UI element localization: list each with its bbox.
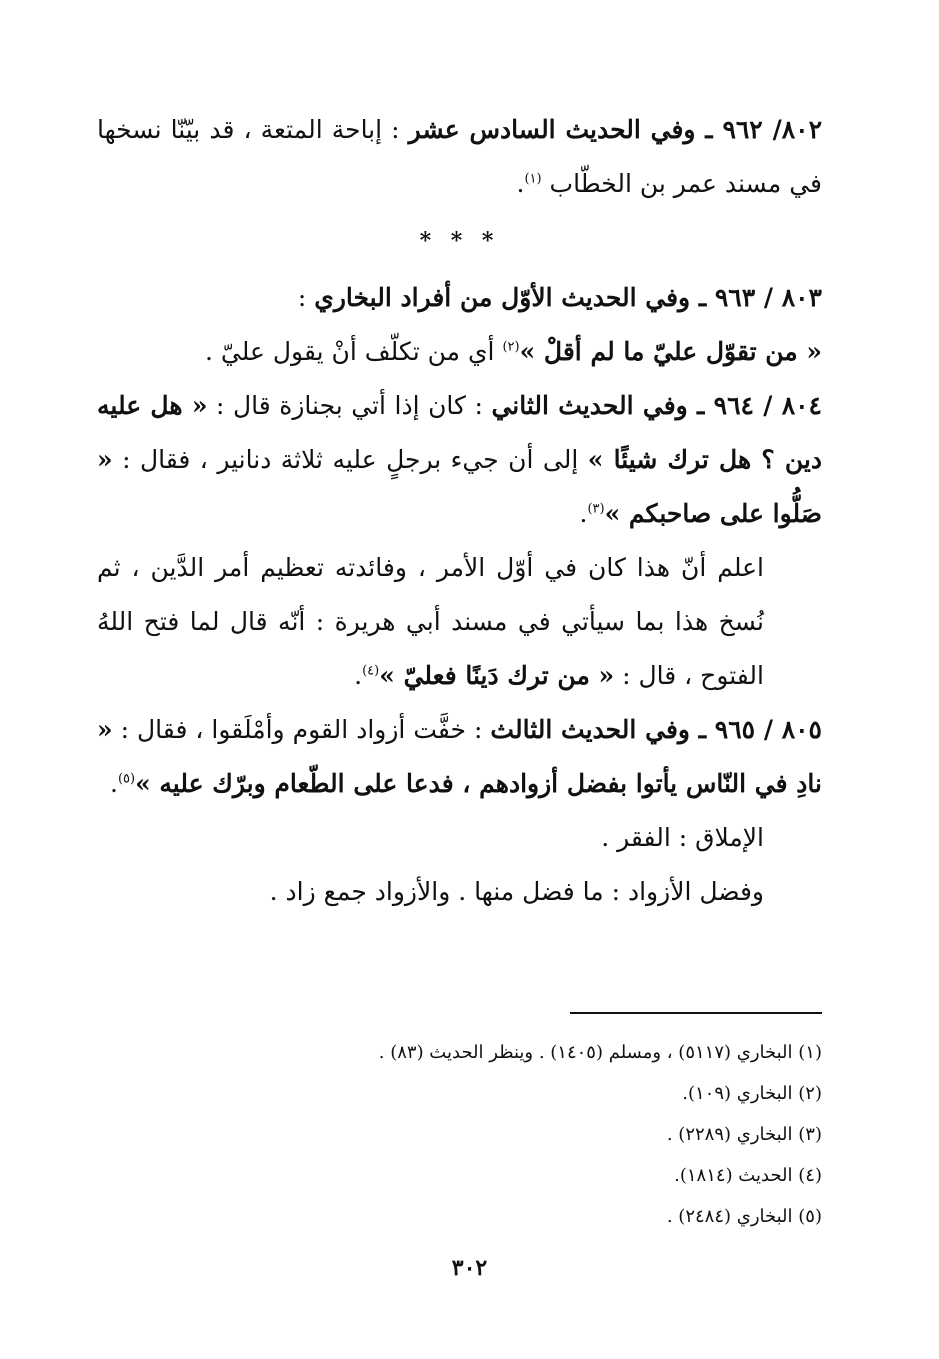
entry-text: : إباحة المتعة ، قد بيّنّا نسخها في مسند عمر بن الخطّاب: [97, 115, 822, 198]
entry-804: [97, 379, 822, 541]
hadith-quote: « من تقوّل عليّ ما لم أقلْ »: [519, 337, 822, 366]
entry-text: : خفَّت أزواد القوم وأمْلَقوا ، فقال :: [112, 715, 491, 744]
entry-end: .: [516, 169, 525, 198]
hadith-quote: « صَلُّوا على صاحبكم »: [97, 445, 822, 528]
footnote-ref: (٤): [362, 663, 380, 679]
footnote-ref: (١): [524, 171, 542, 187]
commentary-text: اعلم أنّ هذا كان في أوّل الأمر ، وفائدته تعظيم أمر الدَّين ، ثم نُسخ هذا بما سيأتي في مسند أبي هريرة : أنّه قال لما فتح اللهُ الفتوح ، قال :: [97, 553, 764, 690]
entry-802: [97, 103, 822, 211]
footnote-4: (٤) الحديث (١٨١٤).: [674, 1165, 822, 1186]
footnote-5: (٥) البخاري (٢٤٨٤) .: [666, 1206, 822, 1227]
entry-text: : كان إذا أتي بجنازة قال :: [207, 391, 492, 420]
section-separator: * * *: [419, 228, 500, 254]
footnote-ref: (٥): [117, 771, 136, 787]
entry-number: ٨٠٥ / ٩٦٥ ـ وفي الحديث الثالث: [490, 715, 822, 744]
commentary-804: [97, 541, 822, 703]
footnote-divider: [570, 1012, 822, 1014]
entry-end: .: [109, 769, 118, 798]
footnote-2: (٢) البخاري (١٠٩).: [682, 1083, 822, 1104]
footnotes: [97, 1032, 822, 1237]
hadith-quote: « من ترك دَينًا فعليّ »: [379, 661, 615, 690]
page-number: ٣٠٢: [451, 1255, 488, 1281]
footnote-ref: (٣): [587, 501, 605, 517]
entry-803-hadith: [97, 325, 822, 379]
entry-number: ٨٠٤ / ٩٦٤ ـ وفي الحديث الثاني: [491, 391, 822, 420]
entry-number: ٨٠٢/ ٩٦٢ ـ وفي الحديث السادس عشر: [408, 115, 823, 144]
entry-end: .: [579, 499, 588, 528]
entry-805: [97, 703, 822, 811]
footnote-1: (١) البخاري (٥١١٧) ، ومسلم (١٤٠٥) . وينظر الحديث (٨٣) .: [378, 1042, 822, 1063]
entry-text: أي من تكلّف أنْ يقول عليّ .: [205, 337, 503, 366]
hadith-quote: « نادِ في النّاس يأتوا بفضل أزوادهم ، فدعا على الطّعام وبرّك عليه »: [97, 715, 822, 798]
entry-text: إلى أن جيء برجلٍ عليه ثلاثة دنانير ، فقال :: [112, 445, 588, 474]
gloss-imlaq: الإملاق : الفقر .: [601, 823, 764, 852]
entry-number: ٨٠٣ / ٩٦٣ ـ وفي الحديث الأوّل من أفراد البخاري: [314, 283, 822, 312]
entry-end: .: [354, 661, 363, 690]
footnote-ref: (٢): [502, 339, 520, 355]
main-text: [97, 103, 822, 919]
entry-text: :: [297, 283, 315, 312]
gloss-azwad: وفضل الأزواد : ما فضل منها . والأزواد جمع زاد .: [269, 877, 764, 906]
hadith-quote: « هل عليه دين ؟ هل ترك شيئًا »: [97, 391, 822, 474]
footnote-3: (٣) البخاري (٢٢٨٩) .: [666, 1124, 822, 1145]
entry-803: [97, 271, 822, 325]
